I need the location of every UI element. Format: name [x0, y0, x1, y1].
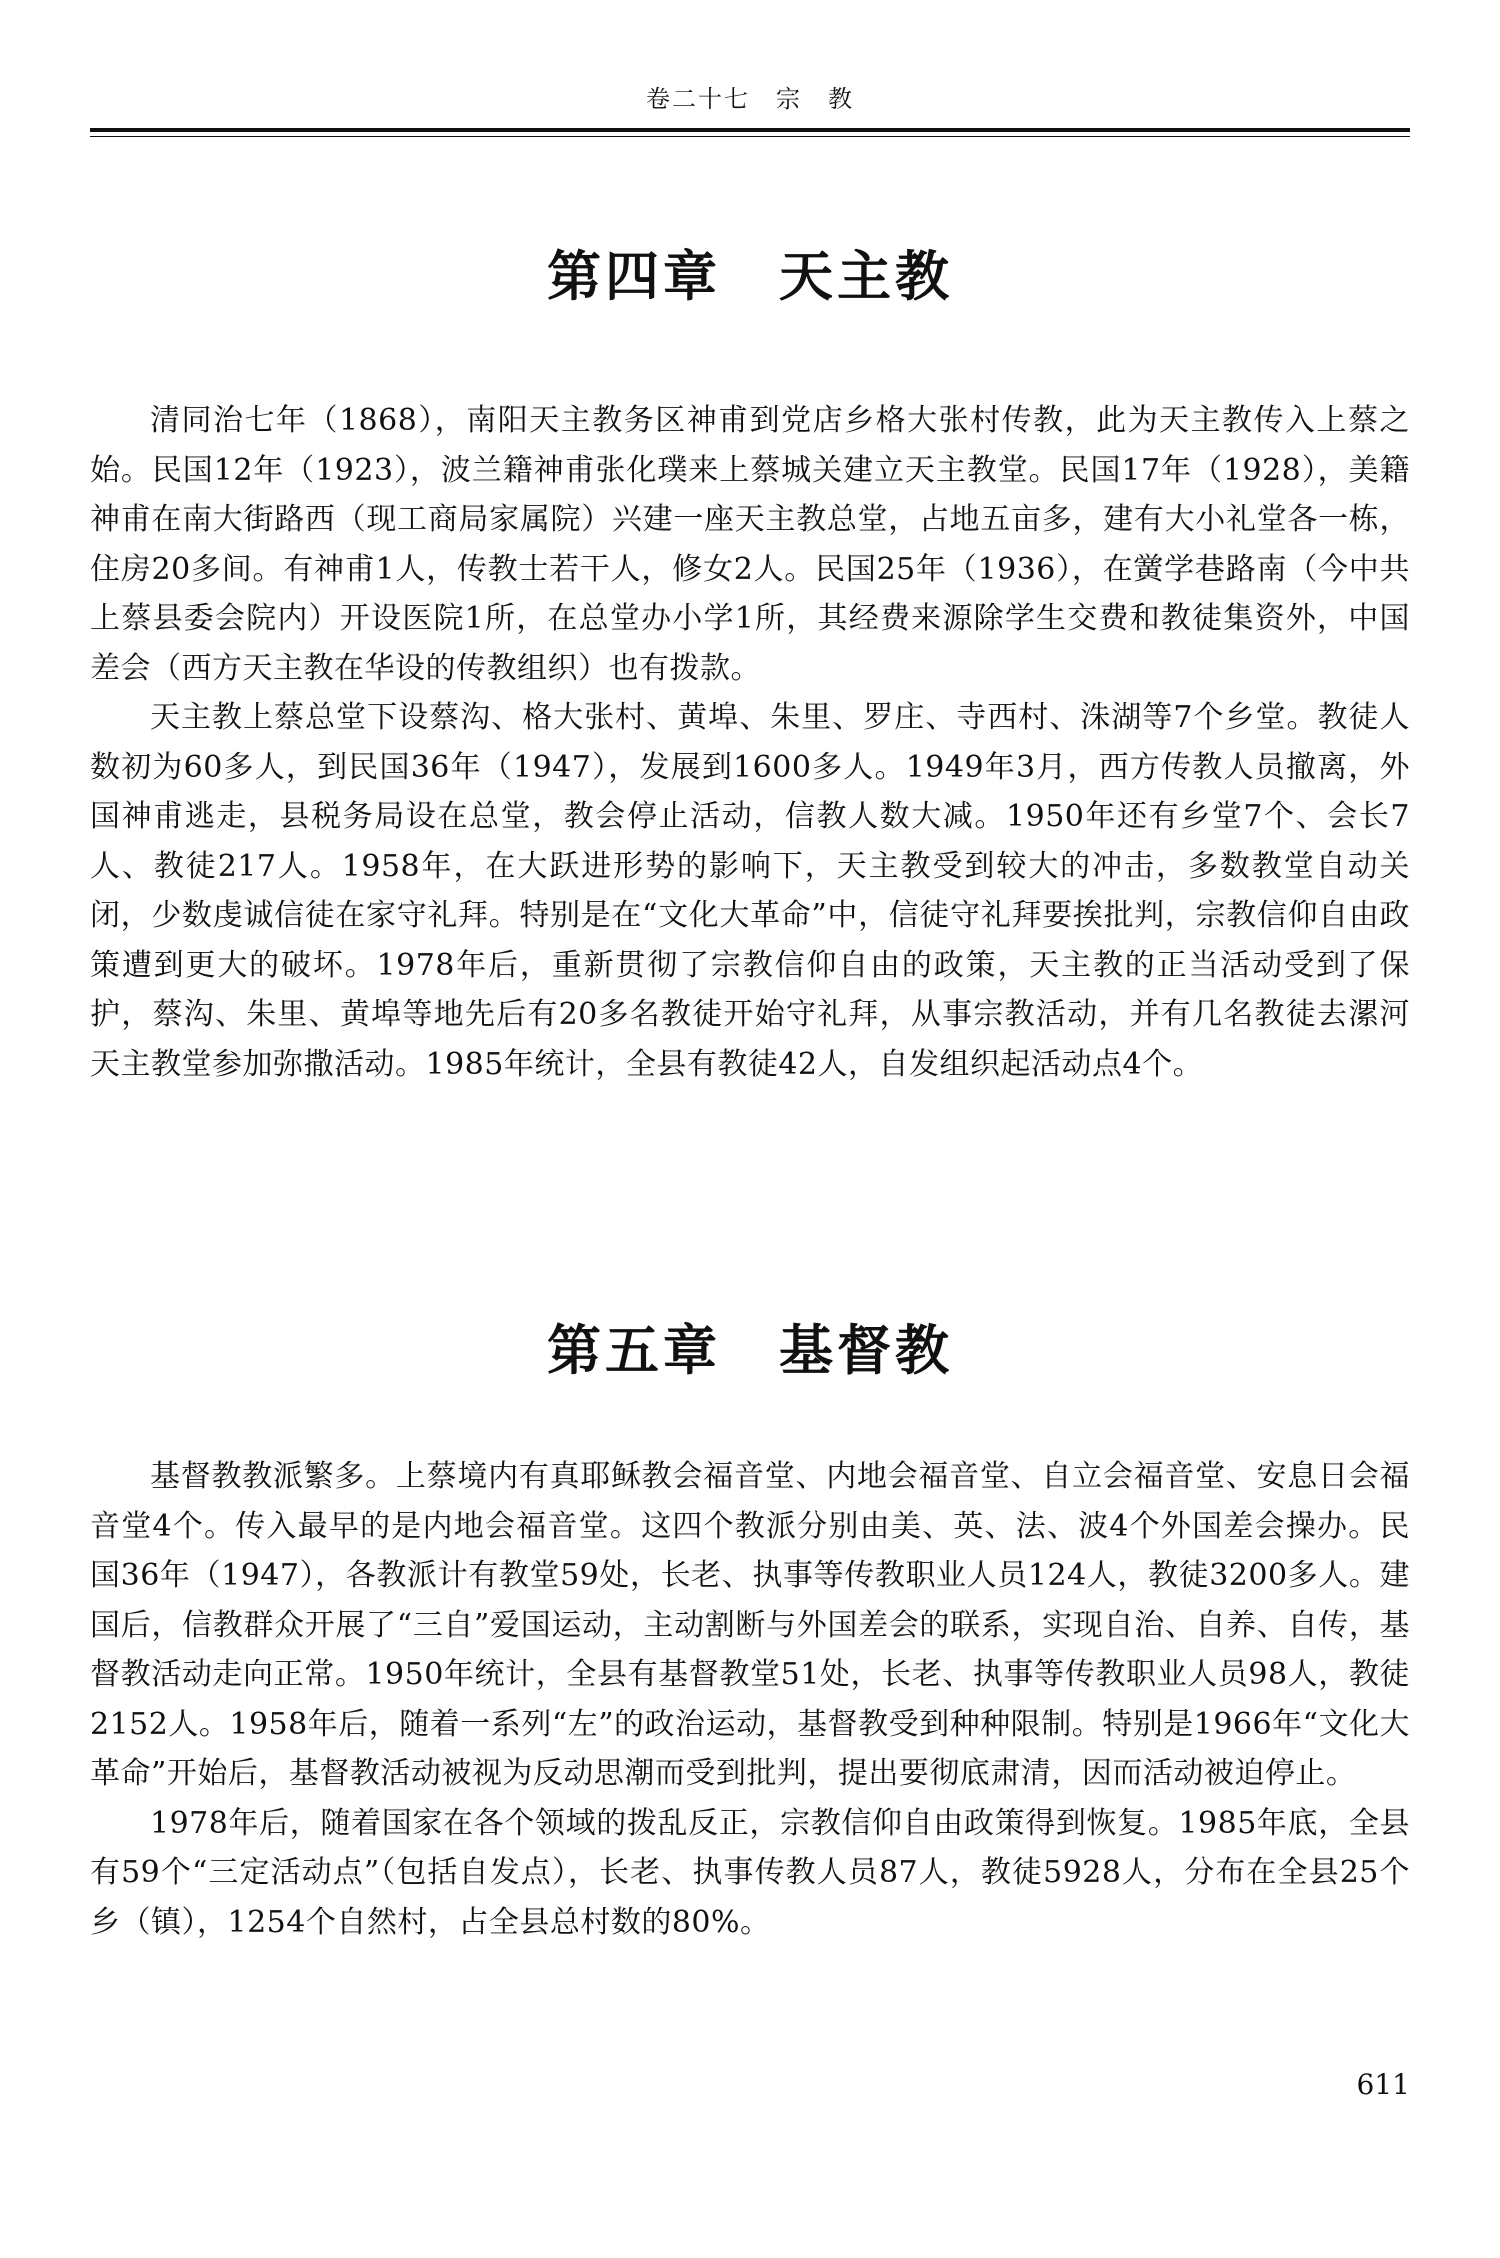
header-rule — [90, 128, 1410, 132]
chapter-body-catholicism — [90, 396, 1410, 1089]
header-rule-thin — [90, 136, 1410, 137]
paragraph: 1978年后，随着国家在各个领域的拨乱反正，宗教信仰自由政策得到恢复。1985年底，全县有59个“三定活动点”（包括自发点），长老、执事传教人员87人，教徒5928人，分布在全县25个乡（镇），1254个自然村，占全县总村数的80%。 — [90, 1805, 1410, 1940]
page-number: 611 — [1356, 2068, 1410, 2101]
chapter-title-christianity: 第五章 基督教 — [547, 1319, 953, 1382]
chapter-body-christianity — [90, 1452, 1410, 1947]
paragraph: 天主教上蔡总堂下设蔡沟、格大张村、黄埠、朱里、罗庄、寺西村、洙湖等7个乡堂。教徒人数初为60多人，到民国36年（1947），发展到1600多人。1949年3月，西方传教人员撤离，外国神甫逃走，县税务局设在总堂，教会停止活动，信教人数大减。1950年还有乡堂7个、会长7人、教徒217人。1958年，在大跃进形势的影响下，天主教受到较大的冲击，多数教堂自动关闭，少数虔诚信徒在家守礼拜。特别是在“文化大革命”中，信徒守礼拜要挨批判，宗教信仰自由政策遭到更大的破坏。1978年后，重新贯彻了宗教信仰自由的政策，天主教的正当活动受到了保护，蔡沟、朱里、黄埠等地先后有20多名教徒开始守礼拜，从事宗教活动，并有几名教徒去漯河天主教堂参加弥撒活动。1985年统计，全县有教徒42人，自发组织起活动点4个。 — [90, 700, 1410, 1082]
paragraph: 清同治七年（1868），南阳天主教务区神甫到党店乡格大张村传教，此为天主教传入上蔡之始。民国12年（1923），波兰籍神甫张化璞来上蔡城关建立天主教堂。民国17年（1928），美籍神甫在南大街路西（现工商局家属院）兴建一座天主教总堂，占地五亩多，建有大小礼堂各一栋，住房20多间。有神甫1人，传教士若干人，修女2人。民国25年（1936），在黉学巷路南（今中共上蔡县委会院内）开设医院1所，在总堂办小学1所，其经费来源除学生交费和教徒集资外，中国差会（西方天主教在华设的传教组织）也有拨款。 — [90, 403, 1410, 686]
running-header: 卷二十七 宗 教 — [646, 85, 854, 113]
paragraph: 基督教教派繁多。上蔡境内有真耶稣教会福音堂、内地会福音堂、自立会福音堂、安息日会福音堂4个。传入最早的是内地会福音堂。这四个教派分别由美、英、法、波4个外国差会操办。民国36年（1947），各教派计有教堂59处，长老、执事等传教职业人员124人，教徒3200多人。建国后，信教群众开展了“三自”爱国运动，主动割断与外国差会的联系，实现自治、自养、自传，基督教活动走向正常。1950年统计，全县有基督教堂51处，长老、执事等传教职业人员98人，教徒2152人。1958年后，随着一系列“左”的政治运动，基督教受到种种限制。特别是1966年“文化大革命”开始后，基督教活动被视为反动思潮而受到批判，提出要彻底肃清，因而活动被迫停止。 — [90, 1459, 1410, 1791]
chapter-title-catholicism: 第四章 天主教 — [547, 245, 953, 308]
